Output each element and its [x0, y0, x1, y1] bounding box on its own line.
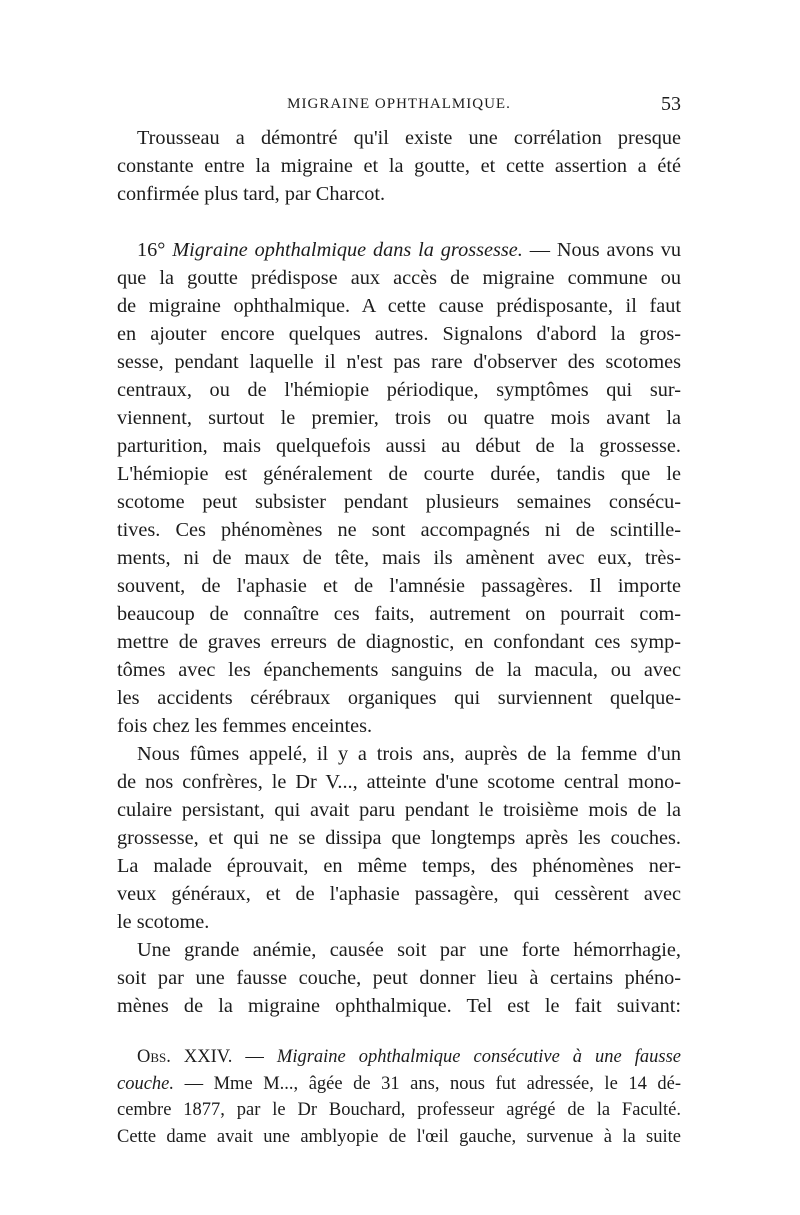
- text-line: constante entre la migraine et la goutte, et cette assertion a été: [117, 155, 681, 177]
- text-line: fois chez les femmes enceintes.: [117, 715, 373, 737]
- text-line: viennent, surtout le premier, trois ou quatre mois avant la: [117, 407, 681, 429]
- spacer: [117, 1020, 681, 1044]
- text-line: tômes avec les épanchements sanguins de la macula, ou avec: [117, 659, 681, 681]
- text-line: que la goutte prédispose aux accès de migraine commune ou: [117, 267, 681, 289]
- text-line: tives. Ces phénomènes ne sont accompagnés ni de scintille-: [117, 519, 681, 541]
- page-body: [117, 124, 681, 1150]
- paragraph-2: [117, 236, 681, 740]
- text-line: culaire persistant, qui avait paru pendant le troisième mois de la: [117, 799, 681, 821]
- text-line: Une grande anémie, causée soit par une forte hémorrhagie,: [137, 939, 681, 961]
- running-title: MIGRAINE OPHTHALMIQUE.: [287, 96, 511, 112]
- text-line: scotome peut subsister pendant plusieurs semaines consécu-: [117, 491, 681, 513]
- observation-title-end: couche.: [117, 1073, 175, 1094]
- observation-block: [117, 1044, 681, 1150]
- text-line: [117, 1044, 681, 1071]
- text-line: grossesse, et qui ne se dissipa que longtemps après les couches.: [117, 827, 681, 849]
- text-line: Nous fûmes appelé, il y a trois ans, auprès de la femme d'un: [137, 743, 681, 765]
- text-line: parturition, mais quelquefois aussi au début de la grossesse.: [117, 435, 681, 457]
- section-heading: Migraine ophthalmique dans la grossesse.: [172, 239, 523, 261]
- paragraph-4: [117, 936, 681, 1020]
- text-line: beaucoup de connaître ces faits, autrement on pourrait com-: [117, 603, 681, 625]
- text-line: de migraine ophthalmique. A cette cause prédisposante, il faut: [117, 295, 681, 317]
- paragraph-1: [117, 124, 681, 208]
- section-heading-rest: — Nous avons vu: [529, 239, 681, 261]
- text-line: les accidents cérébraux organiques qui surviennent quelque-: [117, 687, 681, 709]
- text-line: en ajouter encore quelques autres. Signalons d'abord la gros-: [117, 323, 681, 345]
- text-line: de nos confrères, le Dr V..., atteinte d'une scotome central mono-: [117, 771, 681, 793]
- text-line: [117, 236, 681, 264]
- text-line: mettre de graves erreurs de diagnostic, en confondant ces symp-: [117, 631, 681, 653]
- text-line: mènes de la migraine ophthalmique. Tel est le fait suivant:: [117, 995, 681, 1017]
- text-line: Cette dame avait une amblyopie de l'œil gauche, survenue à la suite: [117, 1126, 681, 1147]
- text-line: cembre 1877, par le Dr Bouchard, professeur agrégé de la Faculté.: [117, 1100, 681, 1120]
- text-line: Trousseau a démontré qu'il existe une corrélation presque: [137, 127, 681, 149]
- section-number: 16°: [137, 239, 166, 261]
- observation-text: — Mme M..., âgée de 31 ans, nous fut adressée, le 14 dé-: [184, 1073, 681, 1094]
- text-line: confirmée plus tard, par Charcot.: [117, 183, 386, 205]
- text-line: sesse, pendant laquelle il n'est pas rare d'observer des scotomes: [117, 351, 681, 373]
- text-line: le scotome.: [117, 911, 210, 933]
- observation-dash: —: [245, 1047, 264, 1067]
- text-line: [117, 1071, 681, 1098]
- text-line: ments, ni de maux de tête, mais ils amènent avec eux, très-: [117, 547, 681, 569]
- paragraph-3: [117, 740, 681, 936]
- page-header: [117, 93, 681, 120]
- text-line: soit par une fausse couche, peut donner lieu à certains phéno-: [117, 967, 681, 989]
- page-number: 53: [661, 93, 681, 115]
- text-line: L'hémiopie est généralement de courte durée, tandis que le: [117, 463, 681, 485]
- text-line: centraux, ou de l'hémiopie périodique, symptômes qui sur-: [117, 379, 681, 401]
- observation-title: Migraine ophthalmique consécutive à une fausse: [276, 1047, 682, 1067]
- observation-label: Obs. XXIV.: [137, 1047, 233, 1067]
- spacer: [117, 208, 681, 236]
- text-line: La malade éprouvait, en même temps, des phénomènes ner-: [117, 855, 681, 877]
- text-line: veux généraux, et de l'aphasie passagère, qui cessèrent avec: [117, 883, 681, 905]
- text-line: souvent, de l'aphasie et de l'amnésie passagères. Il importe: [117, 575, 681, 597]
